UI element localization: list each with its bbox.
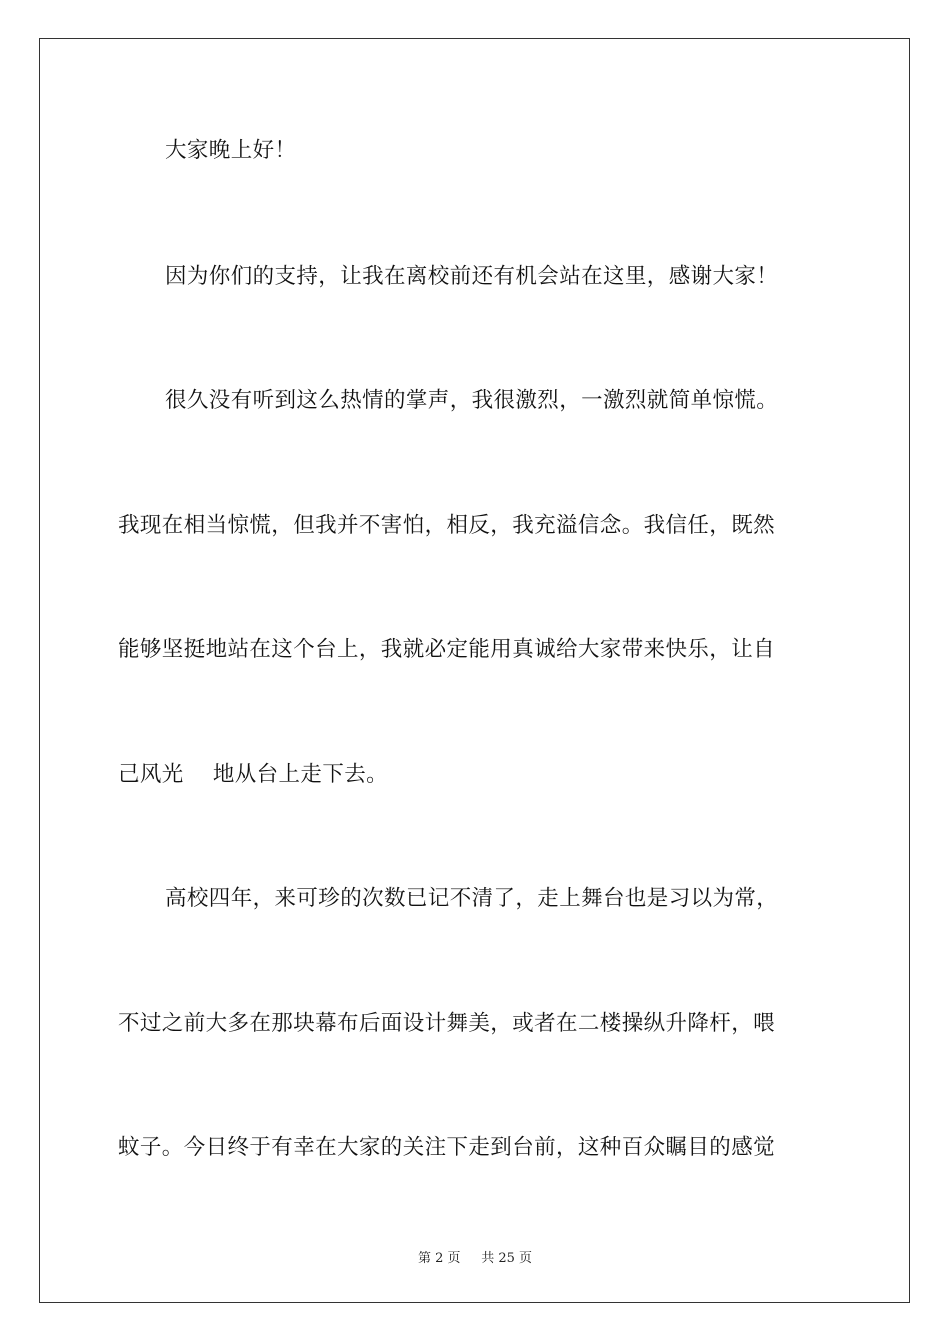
paragraph-line-5: 能够坚挺地站在这个台上，我就必定能用真诚给大家带来快乐，让自: [118, 637, 776, 662]
paragraph-line-6: 己风光 地从台上走下去。: [118, 762, 389, 787]
page-border: [39, 38, 910, 1303]
page-footer: [0, 1247, 950, 1266]
total-pages: 共 25 页: [481, 1251, 533, 1266]
paragraph-line-8: 不过之前大多在那块幕布后面设计舞美，或者在二楼操纵升降杆，喂: [118, 1011, 776, 1036]
paragraph-line-4: 我现在相当惊慌，但我并不害怕，相反，我充溢信念。我信任，既然: [118, 513, 776, 538]
paragraph-line-2: 因为你们的支持，让我在离校前还有机会站在这里，感谢大家！: [165, 264, 779, 289]
paragraph-line-3: 很久没有听到这么热情的掌声，我很激烈，一激烈就简单惊慌。: [165, 388, 779, 413]
page-number: 第 2 页: [417, 1251, 461, 1266]
paragraph-line-9: 蚊子。今日终于有幸在大家的关注下走到台前，这种百众瞩目的感觉: [118, 1135, 776, 1160]
paragraph-line-1: 大家晚上好！: [165, 138, 297, 163]
paragraph-line-7: 高校四年，来可珍的次数已记不清了，走上舞台也是习以为常，: [165, 886, 779, 911]
